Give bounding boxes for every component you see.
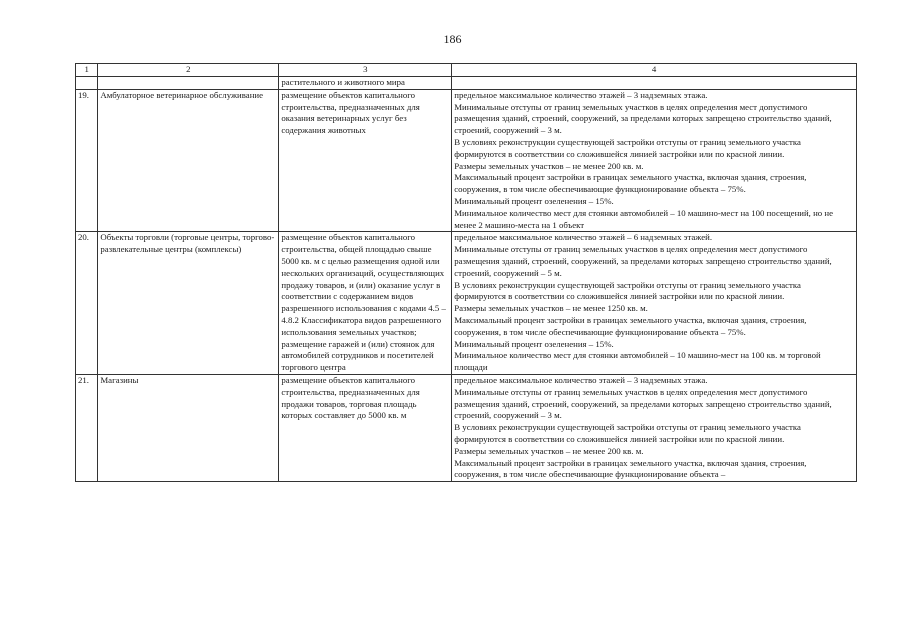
- table-cell: растительного и животного мира: [279, 77, 452, 90]
- parameter-line: Минимальное количество мест для стоянки автомобилей – 10 машино-мест на 100 посещений, но не менее 2 машино-места на 1 объект: [454, 207, 836, 230]
- table-row: [76, 232, 857, 375]
- parameter-line: предельное максимальное количество этажей – 6 надземных этажей.: [454, 232, 713, 243]
- table-cell: [76, 77, 98, 90]
- parameters-cell: [452, 89, 857, 232]
- use-type-description: размещение объектов капитального строительства, предназначенных для продажи товаров, торговая площадь которых составляет до 5000 кв. м: [279, 374, 452, 481]
- parameter-line: Максимальный процент застройки в границах земельного участка, включая здания, строения, сооружения, в том числе обеспечивающие функционирование объекта –: [454, 457, 809, 480]
- parameter-line: Минимальный процент озеленения – 15%.: [454, 338, 614, 349]
- parameter-line: Минимальные отступы от границ земельных участков в целях определения мест допустимого размещения зданий, строений, сооружений, за пределами которых запрещено строительство зданий, строений, сооружений – 3 м.: [454, 101, 834, 136]
- use-type-name: Магазины: [98, 374, 279, 481]
- header-cell: 4: [452, 64, 857, 77]
- page-number: 186: [443, 32, 462, 46]
- parameter-line: Минимальный процент озеленения – 15%.: [454, 195, 614, 206]
- parameter-line: Размеры земельных участков – не менее 200 кв. м.: [454, 160, 644, 171]
- use-type-description: [279, 232, 452, 375]
- parameter-line: Размеры земельных участков – не менее 200 кв. м.: [454, 445, 644, 456]
- parameter-line: Минимальные отступы от границ земельных участков в целях определения мест допустимого размещения зданий, строений, сооружений, за пределами которых запрещено строительство зданий, строений, сооружений – 3 м.: [454, 386, 834, 421]
- parameter-line: В условиях реконструкции существующей застройки отступы от границ земельного участка формируются в соответствии со сложившейся линией застройки или по красной линии.: [454, 136, 804, 159]
- parameter-line: предельное максимальное количество этажей – 3 надземных этажа.: [454, 374, 708, 385]
- parameter-line: Максимальный процент застройки в границах земельного участка, включая здания, строения, сооружения, в том числе обеспечивающие функционирование объекта – 75%.: [454, 314, 809, 337]
- regulations-table: [75, 63, 857, 482]
- row-number: 19.: [76, 89, 98, 232]
- parameter-line: Минимальные отступы от границ земельных участков в целях определения мест допустимого размещения зданий, строений, сооружений, за пределами которых запрещено строительство зданий, строений, сооружений – 5 м.: [454, 244, 834, 278]
- table-cell: [98, 77, 279, 90]
- parameters-cell: [452, 374, 857, 481]
- table-row: [76, 374, 857, 481]
- use-type-name: Амбулаторное ветеринарное обслуживание: [98, 89, 279, 232]
- table-row: [76, 89, 857, 232]
- use-type-name: Объекты торговли (торговые центры, торгово-развлекательные центры (комплексы): [98, 232, 279, 375]
- description-line: размещение гаражей и (или) стоянок для автомобилей сотрудников и посетителей торгового центра: [281, 338, 437, 373]
- parameter-line: В условиях реконструкции существующей застройки отступы от границ земельного участка формируются в соответствии со сложившейся линией застройки или по красной линии.: [454, 279, 804, 302]
- header-cell: 1: [76, 64, 98, 77]
- parameter-line: В условиях реконструкции существующей застройки отступы от границ земельного участка формируются в соответствии со сложившейся линией застройки или по красной линии.: [454, 422, 804, 444]
- table-header-row: [76, 64, 857, 77]
- parameters-cell: [452, 232, 857, 375]
- header-cell: 2: [98, 64, 279, 77]
- parameter-line: Минимальное количество мест для стоянки автомобилей – 10 машино-мест на 100 кв. м торговой площади: [454, 350, 823, 373]
- table-cell: [452, 77, 857, 90]
- row-number: 20.: [76, 232, 98, 375]
- table-row-continuation: [76, 77, 857, 90]
- row-number: 21.: [76, 374, 98, 481]
- header-cell: 3: [279, 64, 452, 77]
- use-type-description: размещение объектов капитального строительства, предназначенных для оказания ветеринарных услуг без содержания животных: [279, 89, 452, 232]
- parameter-line: предельное максимальное количество этажей – 3 надземных этажа.: [454, 89, 708, 100]
- description-line: размещение объектов капитального строительства, общей площадью свыше 5000 кв. м с целью размещения одной или нескольких организаций, осуществляющих продажу товаров, и (или) оказание услуг в соответствии с содержанием видов разрешенного использования с кодами 4.5 – 4.8.2 Классификатора видов разрешенного использования земельных участков;: [281, 232, 449, 337]
- parameter-line: Максимальный процент застройки в границах земельного участка, включая здания, строения, сооружения, в том числе обеспечивающие функционирование объекта – 75%.: [454, 172, 809, 195]
- parameter-line: Размеры земельных участков – не менее 1250 кв. м.: [454, 303, 648, 314]
